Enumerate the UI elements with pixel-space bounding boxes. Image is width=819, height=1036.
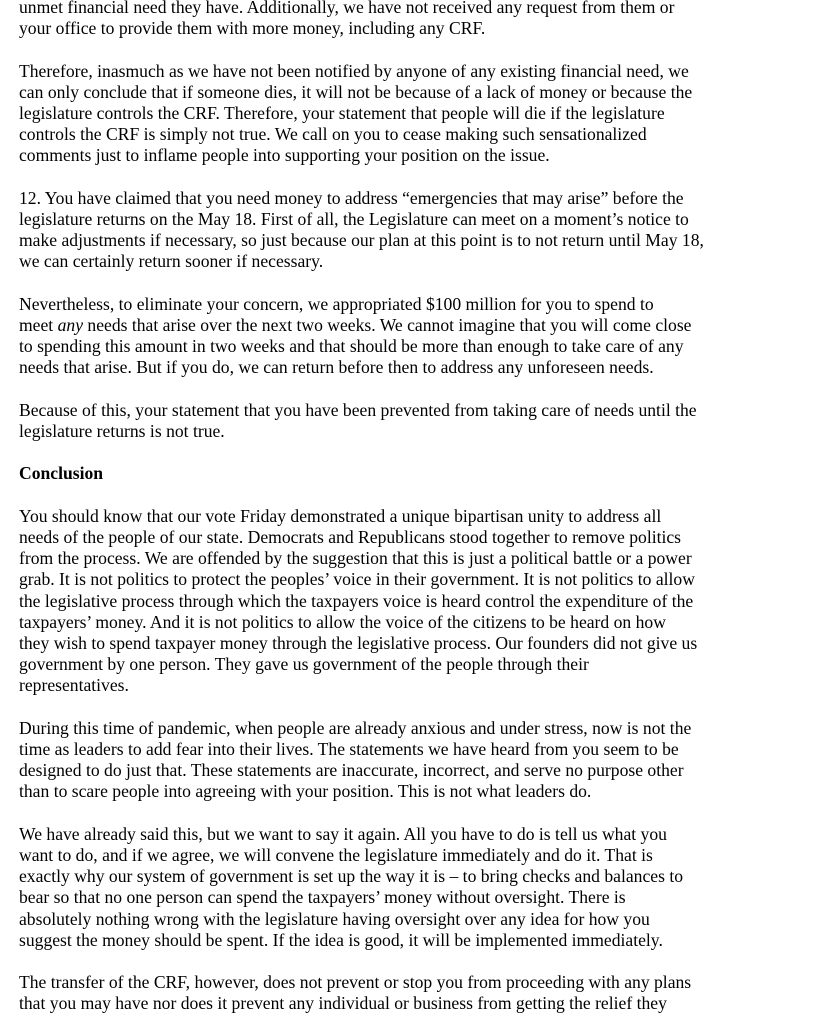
text-line: make adjustments if necessary, so just because our plan at this point is to not return until May 18,	[19, 230, 704, 251]
text-line: suggest the money should be spent. If the idea is good, it will be implemented immediately.	[19, 929, 663, 950]
emphasized-word: any	[57, 315, 83, 335]
text-line: designed to do just that. These statements are inaccurate, incorrect, and serve no purpose other	[19, 760, 684, 781]
text-line: that you may have nor does it prevent any individual or business from getting the relief they	[19, 993, 667, 1014]
text-line: Because of this, your statement that you have been prevented from taking care of needs until the	[19, 399, 697, 420]
paragraph-pandemic	[19, 718, 799, 803]
text-line: unmet financial need they have. Additionally, we have not received any request from them or	[19, 0, 675, 17]
document-page	[19, 0, 799, 1036]
text-line: We have already said this, but we want to say it again. All you have to do is tell us what you	[19, 823, 667, 844]
paragraph-transfer	[19, 972, 799, 1014]
paragraph-item-12	[19, 188, 799, 273]
text-line: legislature returns on the May 18. First of all, the Legislature can meet on a moment’s notice to	[19, 209, 689, 229]
paragraph-unmet-need	[19, 0, 799, 39]
text-line: than to scare people into agreeing with your position. This is not what leaders do.	[19, 781, 592, 802]
text-line: absolutely nothing wrong with the legislature having oversight over any idea for how you	[19, 908, 650, 929]
text-line: 12. You have claimed that you need money to address “emergencies that may arise” before the	[19, 187, 684, 208]
text-line: time as leaders to add fear into their lives. The statements we have heard from you seem to be	[19, 739, 679, 759]
paragraph-nevertheless	[19, 294, 799, 379]
text-run: meet	[19, 315, 58, 335]
text-line: legislature returns is not true.	[19, 421, 225, 441]
text-line: they wish to spend taxpayer money through the legislative process. Our founders did not give us	[19, 633, 698, 653]
text-line: to spending this amount in two weeks and that should be more than enough to take care of any	[19, 336, 684, 357]
paragraph-already-said	[19, 824, 799, 951]
text-line: can only conclude that if someone dies, it will not be because of a lack of money or because the	[19, 81, 693, 102]
text-line: legislature controls the CRF. Therefore, your statement that people will die if the legislature	[19, 103, 665, 123]
text-line: the legislative process through which the taxpayers voice is heard control the expenditure of the	[19, 590, 694, 611]
text-line: taxpayers’ money. And it is not politics to allow the voice of the citizens to be heard on how	[19, 611, 666, 632]
text-line: we can certainly return sooner if necessary.	[19, 251, 324, 272]
text-line: Nevertheless, to eliminate your concern, we appropriated $100 million for you to spend to	[19, 293, 654, 314]
text-line: The transfer of the CRF, however, does not prevent or stop you from proceeding with any plans	[19, 972, 692, 993]
paragraph-bipartisan	[19, 506, 799, 697]
text-line: your office to provide them with more money, including any CRF.	[19, 18, 486, 39]
text-line: want to do, and if we agree, we will convene the legislature immediately and do it. That is	[19, 845, 653, 865]
text-line: needs of the people of our state. Democrats and Republicans stood together to remove politics	[19, 526, 682, 547]
text-line: exactly why our system of government is set up the way it is – to bring checks and balances to	[19, 866, 684, 887]
paragraph-because	[19, 400, 799, 442]
text-line: During this time of pandemic, when people are already anxious and under stress, now is not the	[19, 717, 692, 738]
text-line: representatives.	[19, 675, 129, 696]
text-line: from the process. We are offended by the suggestion that this is just a political battle or a power	[19, 548, 692, 569]
text-line	[19, 315, 799, 336]
text-line: needs that arise. But if you do, we can return before then to address any unforeseen needs.	[19, 357, 654, 378]
paragraph-therefore	[19, 61, 799, 167]
text-line: controls the CRF is simply not true. We call on you to cease making such sensationalized	[19, 124, 647, 145]
text-line: government by one person. They gave us government of the people through their	[19, 654, 589, 675]
section-heading-conclusion: Conclusion	[19, 463, 104, 484]
text-line: bear so that no one person can spend the taxpayers’ money without oversight. There is	[19, 887, 626, 908]
text-line: grab. It is not politics to protect the peoples’ voice in their government. It is not politics to allow	[19, 569, 695, 590]
text-line: You should know that our vote Friday demonstrated a unique bipartisan unity to address all	[19, 505, 662, 526]
text-line: Therefore, inasmuch as we have not been notified by anyone of any existing financial need, we	[19, 60, 689, 81]
text-run: needs that arise over the next two weeks. We cannot imagine that you will come close	[83, 315, 692, 335]
text-line: comments just to inflame people into supporting your position on the issue.	[19, 145, 550, 166]
